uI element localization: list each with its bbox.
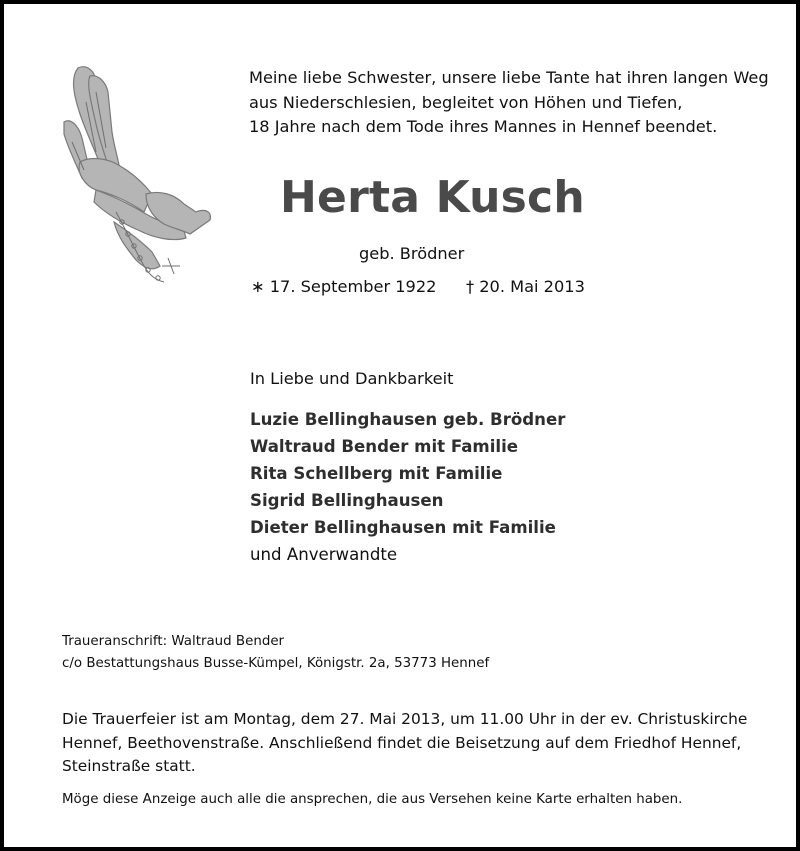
address-line: c/o Bestattungshaus Busse-Kümpel, Königstr. 2a, 53773 Hennef (62, 656, 490, 671)
mourners-closing: und Anverwandte (250, 545, 398, 564)
ceremony-line: Steinstraße statt. (62, 757, 196, 775)
mourner-item: Dieter Bellinghausen mit Familie (250, 518, 556, 537)
closing-note: Möge diese Anzeige auch alle die ansprechen, die aus Versehen keine Karte erhalten haben. (62, 792, 683, 807)
mourning-address (62, 631, 489, 675)
death-cross-icon: † (466, 277, 475, 296)
deceased-name: Herta Kusch (280, 172, 585, 223)
birth-date-text: 17. September 1922 (269, 277, 437, 296)
ceremony-line: Die Trauerfeier ist am Montag, dem 27. Mai 2013, um 11.00 Uhr in der ev. Christuskirche (62, 710, 748, 728)
mourners-list (250, 406, 565, 568)
mourner-item: Luzie Bellinghausen geb. Brödner (250, 410, 566, 429)
intro-line: Meine liebe Schwester, unsere liebe Tante hat ihren langen Weg (249, 68, 769, 87)
maiden-name: geb. Brödner (359, 244, 465, 263)
praying-hands-icon (56, 62, 216, 284)
mourner-item: Waltraud Bender mit Familie (250, 437, 519, 456)
mourner-item: Sigrid Bellinghausen (250, 491, 444, 510)
birth-star-icon: ∗ (251, 277, 265, 296)
death-date (466, 277, 585, 296)
death-date-text: 20. Mai 2013 (479, 277, 585, 296)
birth-date (251, 277, 436, 296)
ceremony-info (62, 708, 752, 779)
intro-text (249, 66, 769, 140)
thanks-line: In Liebe und Dankbarkeit (250, 369, 454, 388)
ceremony-line: Hennef, Beethovenstraße. Anschließend findet die Beisetzung auf dem Friedhof Hennef, (62, 733, 742, 752)
mourner-item: Rita Schellberg mit Familie (250, 464, 503, 483)
address-line: Traueranschrift: Waltraud Bender (62, 634, 285, 649)
intro-line: aus Niederschlesien, begleitet von Höhen und Tiefen, (249, 92, 683, 112)
intro-line: 18 Jahre nach dem Tode ihres Mannes in Hennef beendet. (249, 117, 718, 136)
